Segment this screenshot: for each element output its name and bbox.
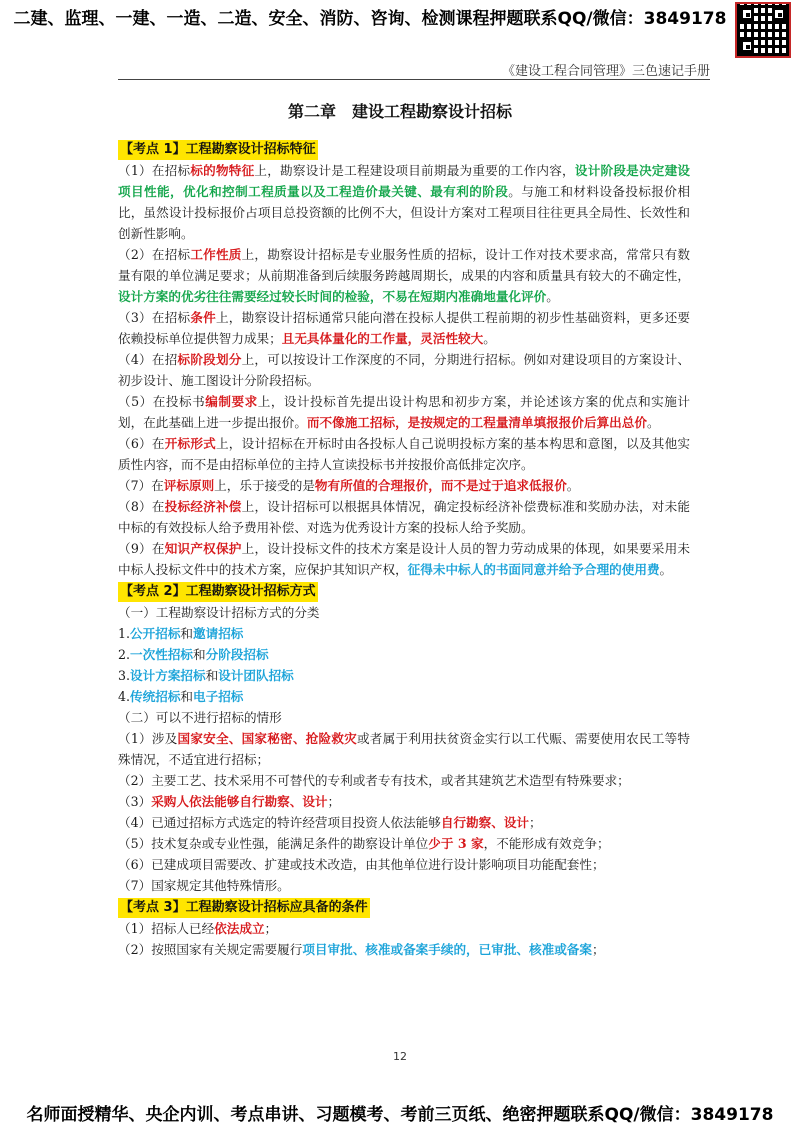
- key-point-2: [118, 580, 690, 602]
- exemption-4: （4）已通过招标方式选定的特许经营项目投资人依法能够自行勘察、设计；: [118, 815, 542, 830]
- kp1-paragraph-6: （6）在开标形式上，设计招标在开标时由各投标人自己说明投标方案的基本构思和意图，以及其他实质性内容，而不是由招标单位的主持人宣读投标书并按报价高低排定次序。: [118, 436, 691, 472]
- exemption-6: （6）已建成项目需要改、扩建或技术改造，由其他单位进行设计影响项目功能配套性；: [118, 857, 605, 872]
- kp2-subheading-2: （二）可以不进行招标的情形: [118, 710, 282, 725]
- bottom-banner: 名师面授精华、央企内训、考点串讲、习题模考、考前三页纸、绝密押题联系QQ/微信：3849178: [26, 1105, 774, 1125]
- key-point-tag: 【考点 3】工程勘察设计招标应具备的条件: [118, 898, 370, 918]
- list-item: 2.一次性招标和分阶段招标: [118, 647, 269, 662]
- key-point-tag: 【考点 1】工程勘察设计招标特征: [118, 140, 318, 160]
- key-point-3: [118, 896, 690, 918]
- condition-2: （2）按照国家有关规定需要履行项目审批、核准或备案手续的，已审批、核准或备案；: [118, 942, 605, 957]
- book-title-header: 《建设工程合同管理》三色速记手册: [501, 64, 710, 79]
- header-divider: [118, 79, 710, 80]
- kp1-paragraph-3: （3）在招标条件上，勘察设计招标通常只能向潜在投标人提供工程前期的初步性基础资料，更多还要依赖投标单位提供智力成果；且无具体量化的工作量，灵活性较大。: [118, 310, 691, 346]
- list-item: 1.公开招标和邀请招标: [118, 626, 244, 641]
- kp1-paragraph-7: （7）在评标原则上，乐于接受的是物有所值的合理报价，而不是过于追求低报价。: [118, 478, 580, 493]
- kp1-paragraph-4: （4）在招标阶段划分上，可以按设计工作深度的不同，分期进行招标。例如对建设项目的方案设计、初步设计、施工图设计分阶段招标。: [118, 352, 691, 388]
- kp1-paragraph-9: （9）在知识产权保护上，设计投标文件的技术方案是设计人员的智力劳动成果的体现，如果要采用未中标人投标文件中的技术方案，应保护其知识产权，征得未中标人的书面同意并给予合理的使用费。: [118, 541, 691, 577]
- page-number: 12: [393, 1050, 407, 1063]
- exemption-1: （1）涉及国家安全、国家秘密、抢险救灾或者属于利用扶贫资金实行以工代赈、需要使用农民工等特殊情况，不适宜进行招标；: [118, 731, 691, 767]
- exemption-3: （3）采购人依法能够自行勘察、设计；: [118, 794, 341, 809]
- kp1-paragraph-2: （2）在招标工作性质上，勘察设计招标是专业服务性质的招标，设计工作对技术要求高，常常只有数量有限的单位满足要求；从前期准备到后续服务跨越周期长，成果的内容和质量具有较大的不确定性，设计方案的优劣往往需要经过较长时间的检验，不易在短期内准确地量化评价。: [118, 247, 691, 304]
- top-banner: 二建、监理、一建、一造、二造、安全、消防、咨询、检测课程押题联系QQ/微信：3849178: [13, 9, 727, 29]
- kp1-paragraph-1: （1）在招标标的物特征上，勘察设计是工程建设项目前期最为重要的工作内容，设计阶段是决定建设项目性能，优化和控制工程质量以及工程造价最关键、最有利的阶段。与施工和材料设备投标报价相比，虽然设计投标报价占项目总投资额的比例不大，但设计方案对工程项目往往更具全局性、长效性和创新性影响。: [118, 163, 691, 241]
- main-content: [118, 138, 690, 960]
- kp1-paragraph-8: （8）在投标经济补偿上，设计招标可以根据具体情况，确定投标经济补偿费标准和奖励办法，对未能中标的有效投标人给予费用补偿、对选为优秀设计方案的投标人给予奖励。: [118, 499, 691, 535]
- list-item: 4.传统招标和电子招标: [118, 689, 244, 704]
- exemption-7: （7）国家规定其他特殊情形。: [118, 878, 290, 893]
- key-point-tag: 【考点 2】工程勘察设计招标方式: [118, 582, 318, 602]
- exemption-5: （5）技术复杂或专业性强，能满足条件的勘察设计单位少于 3 家，不能形成有效竞争；: [118, 836, 610, 851]
- list-item: 3.设计方案招标和设计团队招标: [118, 668, 294, 683]
- exemption-2: （2）主要工艺、技术采用不可替代的专利或者专有技术，或者其建筑艺术造型有特殊要求；: [118, 773, 630, 788]
- qr-code-icon: [735, 2, 791, 58]
- chapter-title: 第二章 建设工程勘察设计招标: [287, 102, 512, 121]
- key-point-1: [118, 138, 690, 160]
- kp2-subheading-1: （一）工程勘察设计招标方式的分类: [118, 605, 320, 620]
- condition-1: （1）招标人已经依法成立；: [118, 921, 278, 936]
- kp1-paragraph-5: （5）在投标书编制要求上，设计投标首先提出设计构思和初步方案，并论述该方案的优点和实施计划，在此基础上进一步提出报价。而不像施工招标，是按规定的工程量清单填报报价后算出总价。: [118, 394, 691, 430]
